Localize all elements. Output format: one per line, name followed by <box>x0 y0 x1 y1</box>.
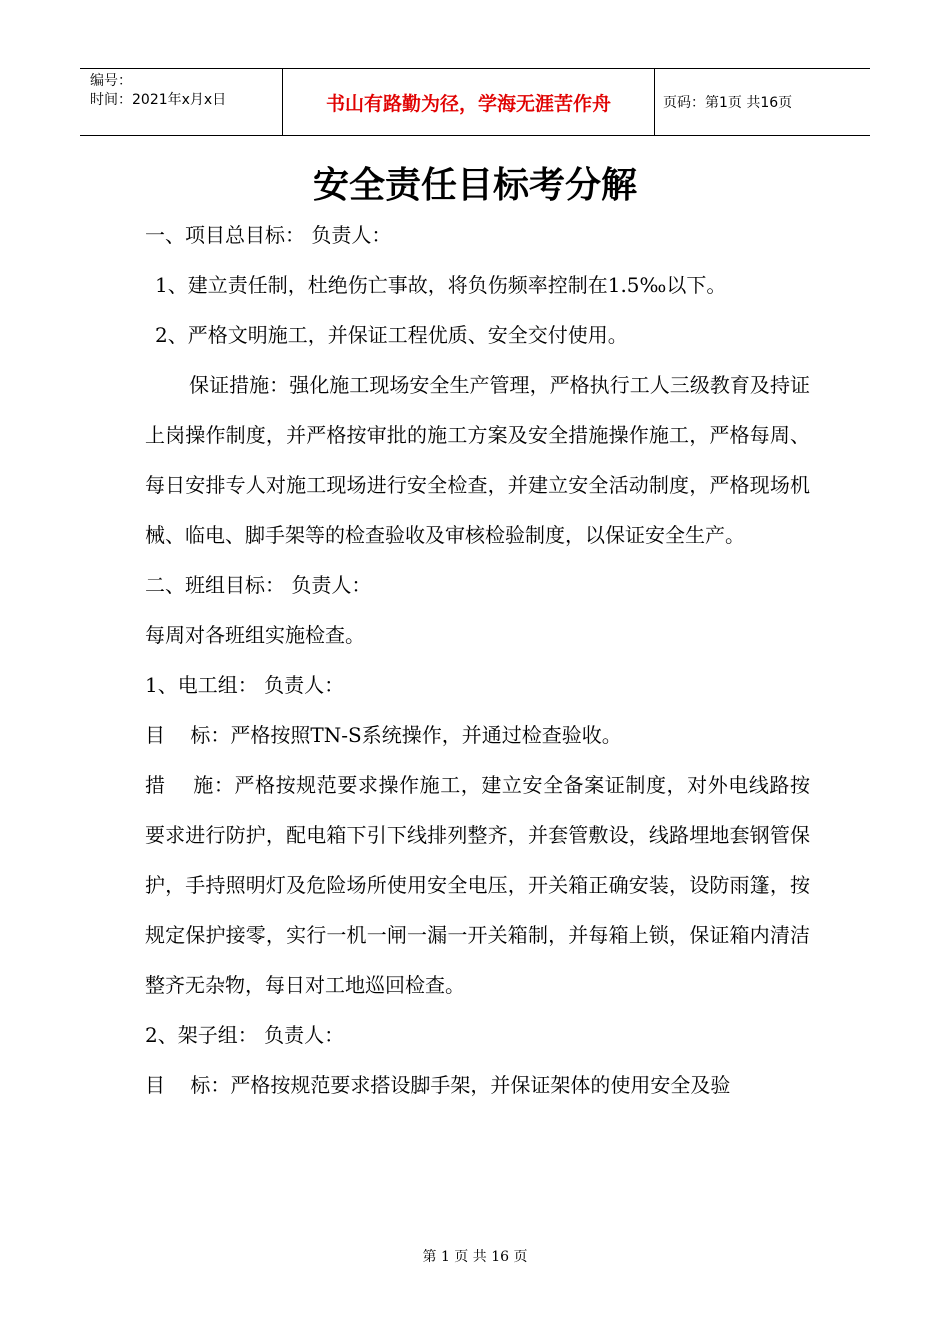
team-heading: 2、架子组： 负责人： <box>145 1023 345 1047</box>
target-line: 目 标：严格按规范要求搭设脚手架，并保证架体的使用安全及验 <box>145 1073 731 1097</box>
document-body <box>145 210 810 1110</box>
page-footer: 第 1 页 共 16 页 <box>422 1249 528 1265</box>
time-label: 时间：2021年x月x日 <box>90 92 227 108</box>
body-paragraph: 每周对各班组实施检查。 <box>145 623 365 647</box>
measures-text: 保证措施：强化施工现场安全生产管理，严格执行工人三级教育及持证上岗操作制度，并严格按审批的施工方案及安全措施操作施工，严格每周、每日安排专人对施工现场进行安全检查，并建立安全活动制度，严格现场机械、临电、脚手架等的检查验收及审核检验制度，以保证安全生产。 <box>145 373 810 547</box>
target-line: 目 标：严格按照TN-S系统操作，并通过检查验收。 <box>145 723 622 747</box>
header-page-info: 页码：第1页 共16页 <box>663 95 793 111</box>
document-title: 安全责任目标考分解 <box>312 165 637 206</box>
header-motto: 书山有路勤为径，学海无涯苦作舟 <box>283 69 655 135</box>
goal-item: 2、严格文明施工，并保证工程优质、安全交付使用。 <box>155 323 628 347</box>
section-heading: 二、班组目标： 负责人： <box>145 573 372 597</box>
goal-item: 1、建立责任制，杜绝伤亡事故，将负伤频率控制在1.5‰以下。 <box>155 273 727 297</box>
team-heading: 1、电工组： 负责人： <box>145 673 345 697</box>
header-table <box>80 68 870 136</box>
code-label: 编号： <box>90 73 132 89</box>
measures-paragraph: 措 施：严格按规范要求操作施工，建立安全备案证制度，对外电线路按要求进行防护，配电箱下引下线排列整齐，并套管敷设，线路埋地套钢管保护，手持照明灯及危险场所使用安全电压，开关箱正确安装，设防雨篷，按规定保护接零，实行一机一闸一漏一开关箱制，并每箱上锁，保证箱内清洁整齐无杂物，每日对工地巡回检查。 <box>145 773 810 997</box>
measures-paragraph <box>145 360 810 560</box>
header-meta-cell <box>80 69 283 135</box>
section-heading: 一、项目总目标： 负责人： <box>145 223 392 247</box>
